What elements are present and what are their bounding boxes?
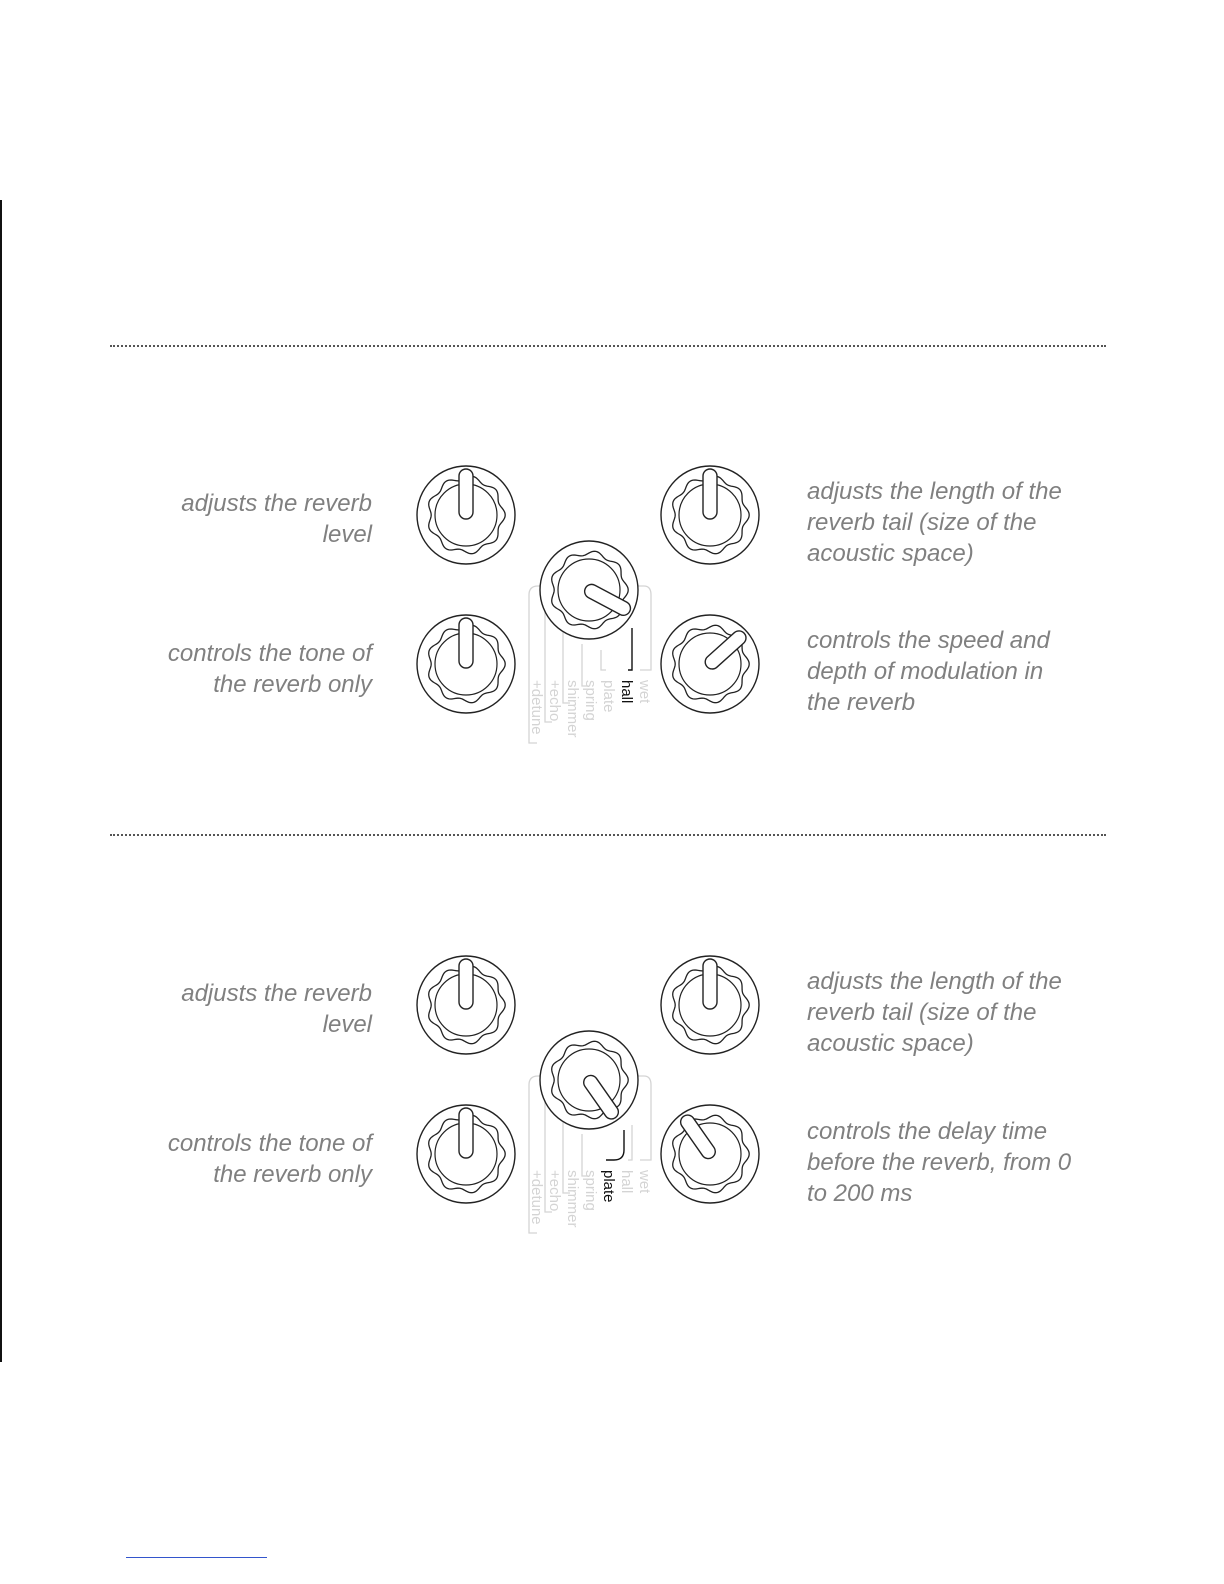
mode-label-spring: spring bbox=[582, 1170, 599, 1211]
knob-pointer bbox=[459, 959, 473, 1009]
tone-knob[interactable] bbox=[417, 1105, 515, 1203]
mix-knob[interactable] bbox=[417, 956, 515, 1054]
mode-label-detune: +detune bbox=[528, 1170, 545, 1225]
mode-label-plate: plate bbox=[600, 1170, 617, 1203]
desc-line: controls the delay time bbox=[807, 1118, 1048, 1145]
knob-panel bbox=[400, 460, 780, 760]
mode-label-shimmer: shimmer bbox=[564, 1170, 581, 1228]
knob-pointer bbox=[459, 618, 473, 668]
mode-label-hall: hall bbox=[618, 1170, 635, 1194]
mode-label-echo: +echo bbox=[546, 1170, 563, 1212]
mode-label-detune: +detune bbox=[528, 680, 545, 735]
desc-line: the reverb bbox=[807, 689, 916, 716]
mod-knob-description bbox=[807, 625, 1050, 718]
knob-pointer bbox=[459, 469, 473, 519]
desc-line: reverb tail (size of the bbox=[807, 999, 1037, 1026]
tone-knob[interactable] bbox=[417, 615, 515, 713]
mix-knob-description bbox=[181, 978, 372, 1040]
desc-line: controls the tone of bbox=[167, 640, 372, 667]
decay-knob[interactable] bbox=[661, 466, 759, 564]
dotted-divider-top bbox=[110, 345, 1106, 347]
knob-pointer bbox=[459, 1108, 473, 1158]
mode-selector-labels bbox=[528, 679, 653, 738]
mix-knob-description bbox=[181, 488, 372, 550]
mix-knob[interactable] bbox=[417, 466, 515, 564]
predelay-knob[interactable] bbox=[661, 1105, 759, 1203]
desc-line: level bbox=[322, 521, 372, 548]
desc-line: adjusts the reverb bbox=[181, 980, 372, 1007]
mode-label-plate: plate bbox=[600, 680, 617, 713]
active-mode-leader bbox=[606, 1130, 624, 1160]
reverb-section-plate bbox=[0, 950, 1224, 1270]
mode-selector-knob[interactable] bbox=[540, 1031, 638, 1129]
reverb-section-hall bbox=[0, 460, 1224, 780]
mode-label-hall: hall bbox=[618, 680, 635, 704]
decay-knob-description bbox=[807, 966, 1062, 1059]
desc-line: adjusts the length of the bbox=[807, 478, 1062, 505]
desc-line: depth of modulation in bbox=[807, 658, 1044, 685]
mode-selector-knob[interactable] bbox=[540, 541, 638, 639]
modulation-knob[interactable] bbox=[661, 615, 759, 713]
desc-line: to 200 ms bbox=[807, 1180, 913, 1207]
desc-line: before the reverb, from 0 bbox=[807, 1149, 1072, 1176]
knob-panel bbox=[400, 950, 780, 1250]
desc-line: reverb tail (size of the bbox=[807, 509, 1037, 536]
mode-selector-labels bbox=[528, 1169, 653, 1228]
desc-line: adjusts the reverb bbox=[181, 490, 372, 517]
desc-line: controls the tone of bbox=[167, 1130, 372, 1157]
decay-knob-description bbox=[807, 476, 1062, 569]
mode-label-spring: spring bbox=[582, 680, 599, 721]
tone-knob-description bbox=[168, 638, 372, 700]
mode-label-wet: wet bbox=[636, 680, 653, 704]
desc-line: controls the speed and bbox=[807, 627, 1050, 654]
desc-line: level bbox=[322, 1011, 372, 1038]
tone-knob-description bbox=[168, 1128, 372, 1190]
mode-label-echo: +echo bbox=[546, 680, 563, 722]
predelay-knob-description bbox=[807, 1116, 1071, 1209]
footnote-rule bbox=[126, 1557, 267, 1558]
mode-label-shimmer: shimmer bbox=[564, 680, 581, 738]
desc-line: acoustic space) bbox=[807, 1030, 974, 1057]
desc-line: acoustic space) bbox=[807, 540, 974, 567]
dotted-divider-middle bbox=[110, 834, 1106, 836]
desc-line: the reverb only bbox=[213, 671, 372, 698]
knob-pointer bbox=[703, 469, 717, 519]
active-mode-leader bbox=[628, 628, 632, 670]
desc-line: adjusts the length of the bbox=[807, 968, 1062, 995]
decay-knob[interactable] bbox=[661, 956, 759, 1054]
knob-pointer bbox=[703, 959, 717, 1009]
mode-label-wet: wet bbox=[636, 1170, 653, 1194]
desc-line: the reverb only bbox=[213, 1161, 372, 1188]
